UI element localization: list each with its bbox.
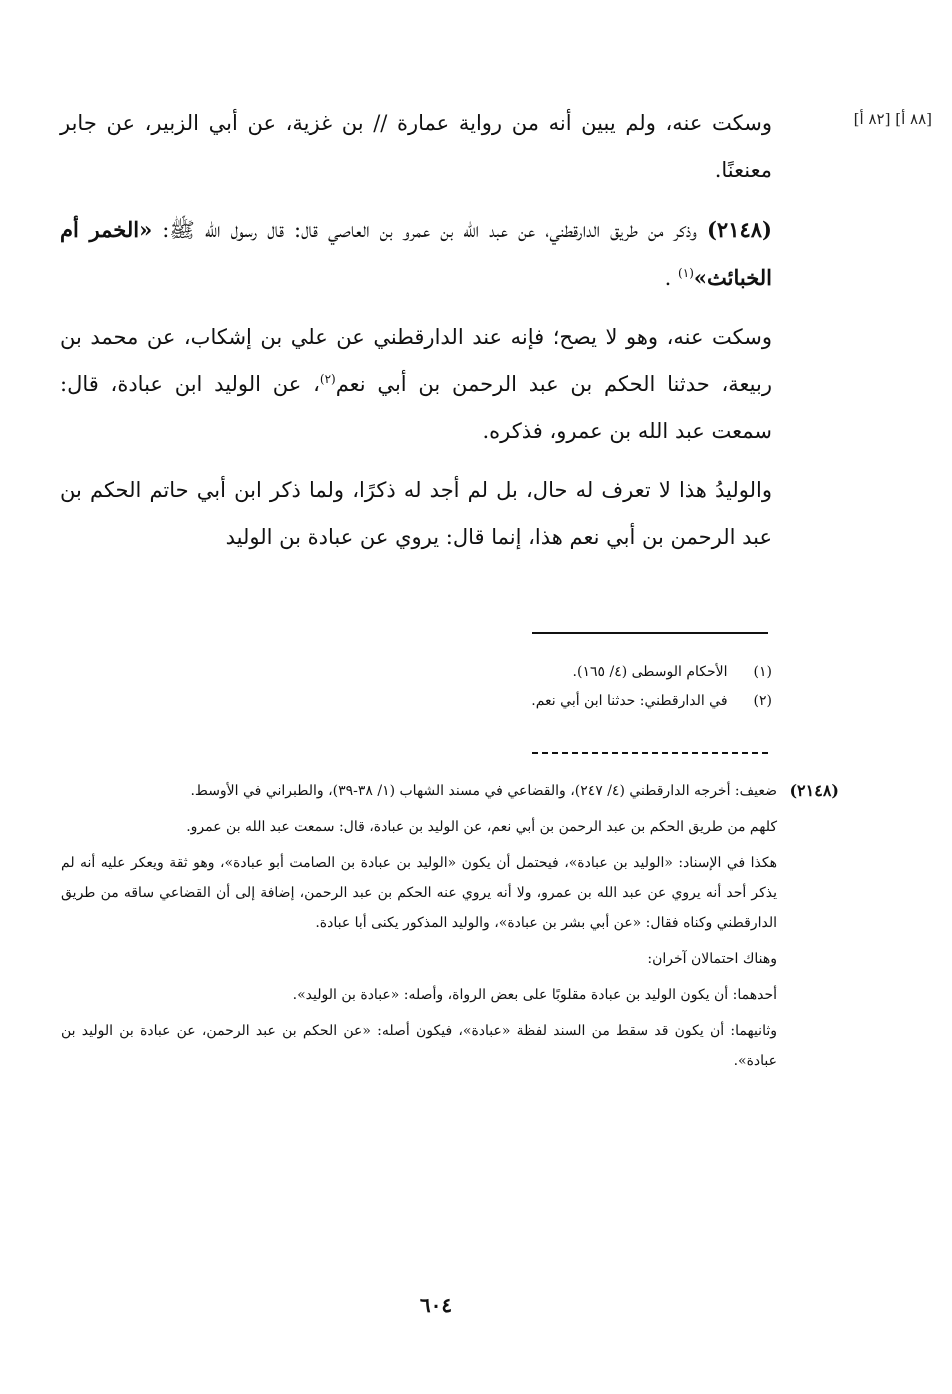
commentary-line-4: وهناك احتمالان آخران: — [647, 951, 777, 967]
footnote-ref-1: (١) — [678, 266, 694, 280]
footnote-separator — [532, 632, 768, 634]
paragraph-3-text-a: وسكت عنه، وهو لا يصح؛ فإنه عند الدارقطني عن علي بن إشكاب، عن محمد بن ربيعة، حدثنا الحكم بن عبد الرحمن بن أبي نعم — [60, 325, 773, 396]
commentary-line-2: كلهم من طريق الحكم بن عبد الرحمن بن أبي نعم، عن الوليد بن عبادة، قال: سمعت عبد الله بن عمرو. — [186, 819, 777, 835]
takhrij-commentary — [61, 776, 839, 1082]
commentary-hadith-number: (٢١٤٨) — [789, 781, 839, 800]
paragraph-2-end: . — [664, 266, 672, 290]
manuscript-folio-reference: [٨٨ أ] [٨٢ أ] — [853, 110, 932, 128]
footnotes — [60, 658, 772, 716]
footnote-ref-2: (٢) — [319, 372, 336, 386]
commentary-line-1: ضعيف: أخرجه الدارقطني (٤/ ٢٤٧)، والقضاعي في مسند الشهاب (١/ ٣٨-٣٩)، والطبراني في الأوسط. — [190, 783, 777, 799]
page-number: ٦٠٤ — [419, 1293, 453, 1317]
commentary-line-5: أحدهما: أن يكون الوليد بن عبادة مقلوبًا على بعض الرواة، وأصله: «عبادة بن الوليد». — [292, 987, 777, 1003]
footnote-1-text: الأحكام الوسطى (٤/ ١٦٥). — [572, 664, 728, 680]
commentary-line-6: وثانيهما: أن يكون قد سقط من السند لفظة «عبادة»، فيكون أصله: «عن الحكم بن عبد الرحمن، عن عبادة بن الوليد بن عبادة». — [61, 1023, 777, 1069]
commentary-line-3: هكذا في الإسناد: «الوليد بن عبادة»، فيحتمل أن يكون «الوليد بن عبادة بن الصامت أبو عبادة»، وهو ثقة ويعكر عليه أنه لم يذكر أحد أنه يروي عن عبد الله بن عمرو، ولا أنه يروي عنه الحكم بن عبد الرحمن، إضافة إلى أن القضاعي ساقه من طريق الدارقطني وكناه فقال: «عن أبي بشر بن عبادة»، والوليد المذكور يكنى أبا عبادة. — [61, 855, 777, 931]
paragraph-3 — [60, 314, 772, 455]
main-text — [60, 100, 772, 573]
hadith-number: (٢١٤٨) — [706, 217, 772, 242]
paragraph-2-text: وذكر من طريق الدارقطني، عن عبد الله بن عمرو بن العاصي قال: قال رسول الله ﷺ: — [162, 218, 697, 242]
footnote-2-number: (٢) — [753, 693, 772, 709]
paragraph-4: والوليدُ هذا لا تعرف له حال، بل لم أجد له ذكرًا، ولما ذكر ابن أبي حاتم الحكم بن عبد الرحمن بن أبي نعم هذا، إنما قال: يروي عن عبادة بن الوليد — [60, 478, 772, 549]
commentary-separator — [532, 752, 768, 754]
footnote-1-number: (١) — [753, 664, 772, 680]
hadith-quote: «الخمر أم الخبائث» — [60, 217, 772, 290]
footnote-1 — [60, 658, 772, 687]
paragraph-2 — [60, 206, 772, 302]
paragraph-3-text-b: ، عن الوليد ابن عبادة، قال: سمعت عبد الله بن عمرو، فذكره. — [60, 372, 772, 443]
paragraph-1: وسكت عنه، ولم يبين أنه من رواية عمارة // بن غزية، عن أبي الزبير، عن جابر معنعنًا. — [60, 111, 772, 182]
footnote-2 — [60, 687, 772, 716]
footnote-2-text: في الدارقطني: حدثنا ابن أبي نعم. — [531, 693, 728, 709]
